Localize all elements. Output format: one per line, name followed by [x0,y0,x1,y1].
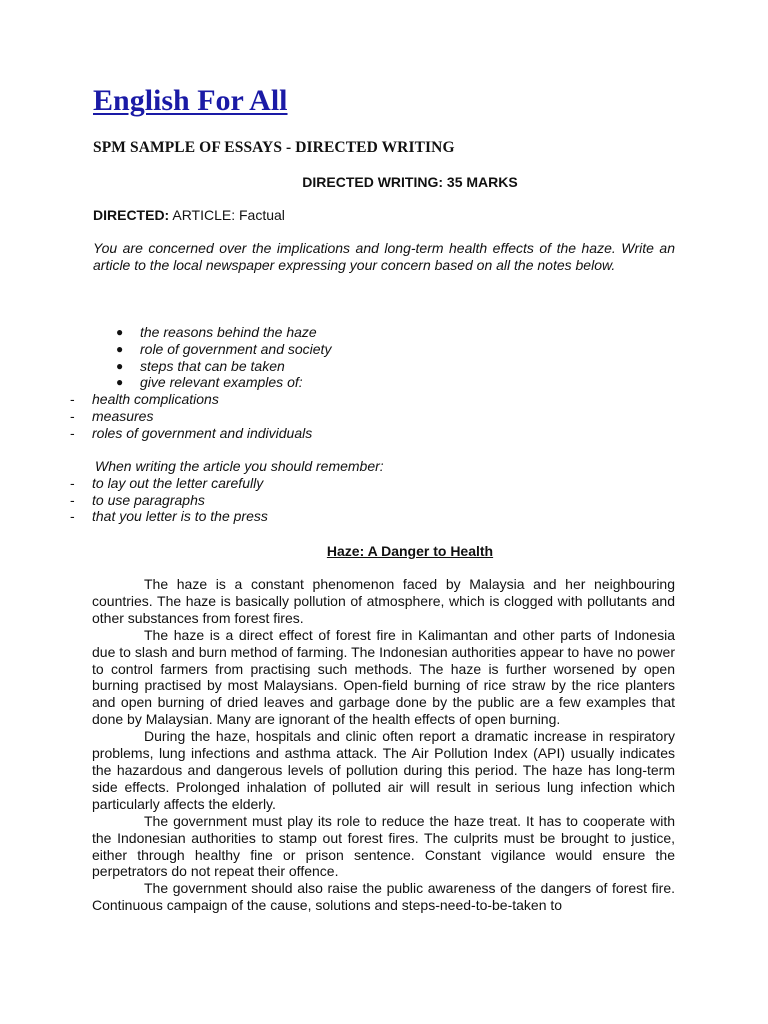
essay-title-text: Haze: A Danger to Health [326,543,494,559]
dash-icon: - [70,391,75,408]
essay-paragraph: The haze is a direct effect of forest fire in Kalimantan and other parts of Indonesia due to slash and burn method of farming. The Indonesian authorities appear to have no power to control farmers from practising such methods. The haze is further worsened by open burning practised by most Malaysians. Open-field burning of rice straw by the rice planters and open burning of dried leaves and garbage done by the public are a few examples that done by Malaysian. Many are ignorant of the health effects of open burning. [92,626,675,728]
essay-paragraph: The government should also raise the public awareness of the dangers of forest fire. Continuous campaign of the cause, solutions and steps-need-to-be-taken to [92,880,675,914]
essay-body [92,576,675,914]
note-text: the reasons behind the haze [140,324,317,340]
essay-title [0,543,768,559]
essay-paragraph: The haze is a constant phenomenon faced by Malaysia and her neighbouring countries. The haze is basically pollution of atmosphere, which is clogged with pollutants and other substances from forest fires. [92,576,675,626]
remember-heading: When writing the article you should remember: [95,458,384,474]
essay-paragraph: The government must play its role to reduce the haze treat. It has to cooperate with the Indonesian authorities to stamp out forest fires. The culprits must be brought to justice, either through healthy fine or prison sentence. Constant vigilance would ensure the perpetrators do not repeat their offence. [92,812,675,880]
directed-line [93,207,285,223]
example-text: roles of government and individuals [92,424,313,441]
example-text: measures [92,407,154,424]
remember-text: to lay out the letter carefully [92,474,264,491]
bullet-icon: ● [116,358,124,373]
remember-text: to use paragraphs [92,491,205,508]
site-title-link[interactable]: English For All [93,84,288,117]
example-text: health complications [92,391,219,408]
bullet-icon: ● [116,341,124,356]
task-instruction: You are concerned over the implications and long-term health effects of the haze. Write an article to the local newspaper expressing your concern based on all the notes below. [93,240,675,273]
directed-value: ARTICLE: Factual [169,207,285,223]
dash-icon: - [70,508,75,525]
remember-text: that you letter is to the press [92,508,268,525]
dash-icon: - [70,407,75,424]
note-text: role of government and society [140,340,332,357]
essay-paragraph: During the haze, hospitals and clinic often report a dramatic increase in respiratory problems, lung infections and asthma attack. The Air Pollution Index (API) usually indicates the hazardous and dangerous levels of pollution during this period. The haze has long-term side effects. Prolonged inhalation of polluted air will result in serious lung infection which particularly affects the elderly. [92,728,675,812]
bullet-icon: ● [116,325,124,339]
directed-label: DIRECTED: [93,207,170,223]
dash-icon: - [70,474,75,491]
marks-heading: DIRECTED WRITING: 35 MARKS [302,174,518,190]
note-text: steps that can be taken [140,357,285,374]
dash-icon: - [70,424,75,441]
document-subtitle: SPM SAMPLE OF ESSAYS - DIRECTED WRITING [93,139,455,156]
bullet-icon: ● [116,375,124,390]
dash-icon: - [70,491,75,508]
note-text: give relevant examples of: [140,374,303,391]
